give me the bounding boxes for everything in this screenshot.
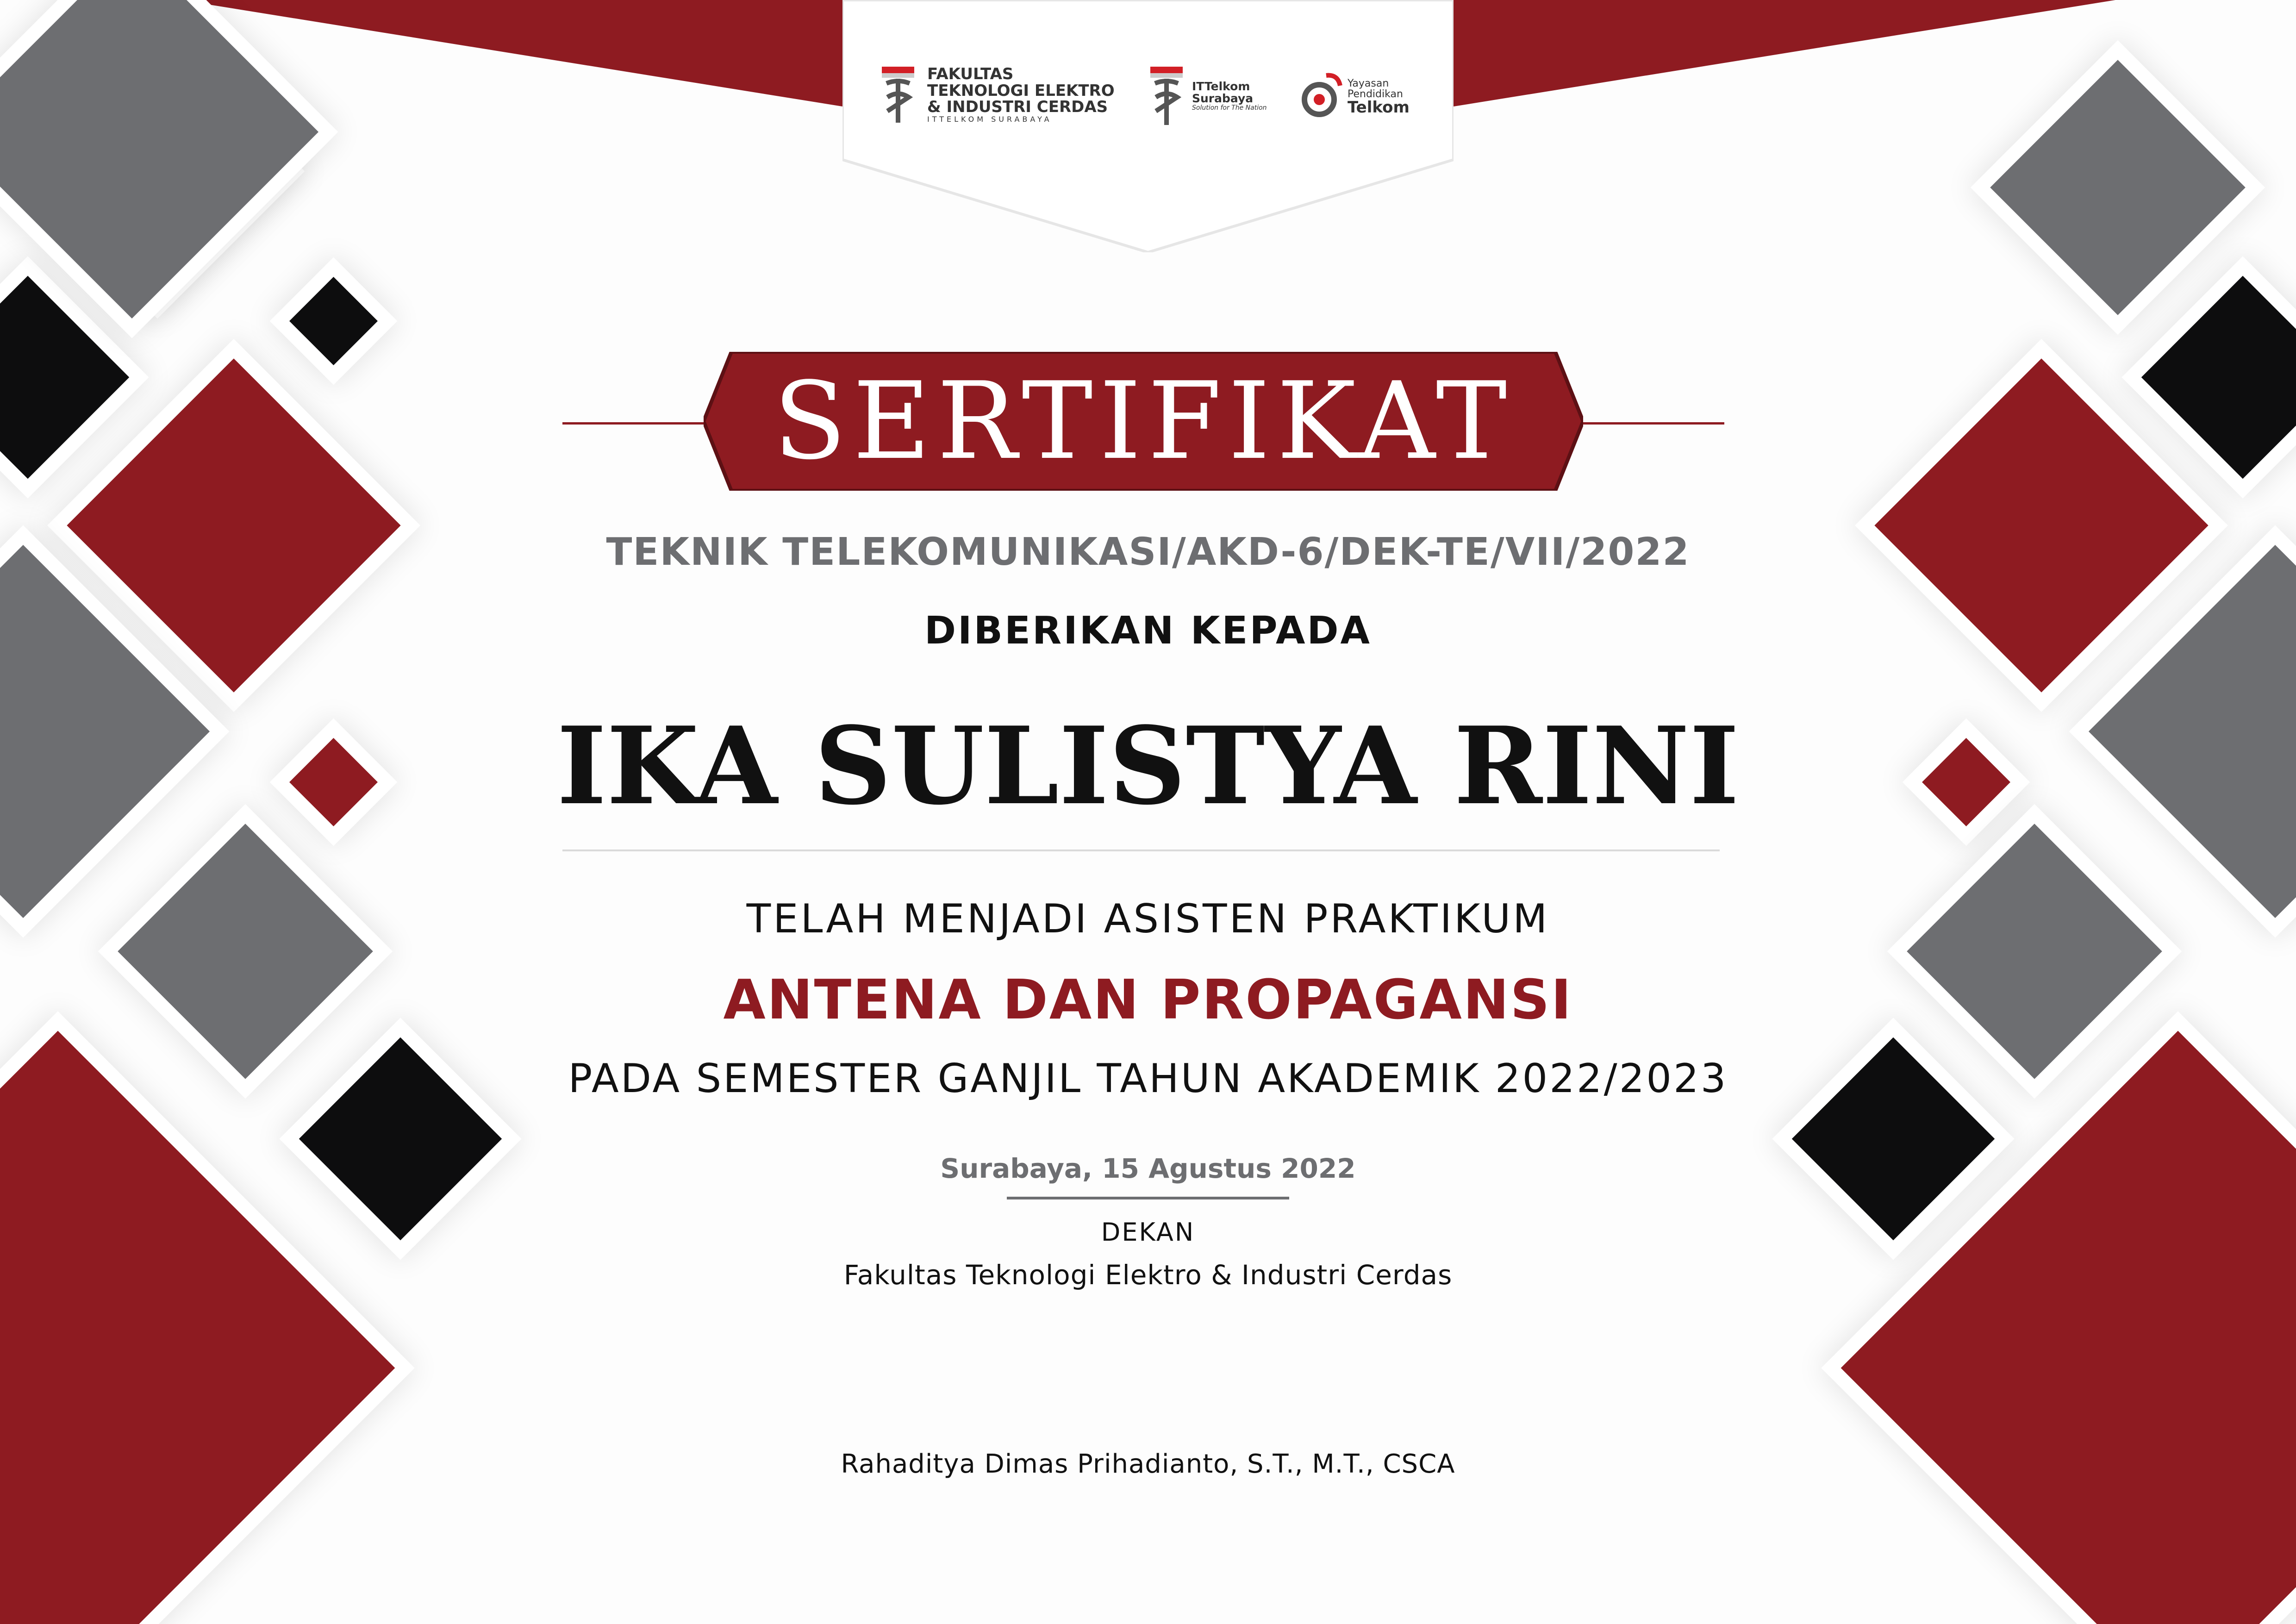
- given-to-label: DIBERIKAN KEPADA: [924, 609, 1372, 653]
- date-rule: [1007, 1197, 1289, 1199]
- statement-text: TELAH MENJADI ASISTEN PRAKTIKUM: [746, 896, 1550, 942]
- document-number: TEKNIK TELEKOMUNIKASI/AKD-6/DEK-TE/VII/2022: [606, 530, 1690, 574]
- yayasan-line1: Yayasan: [1348, 78, 1389, 90]
- yayasan-line2: Pendidikan: [1348, 88, 1403, 100]
- ittelkom-line2: Surabaya: [1192, 92, 1254, 106]
- fakultas-line4: ITTELKOM SURABAYA: [927, 115, 1052, 124]
- left-gray-diamond-lower: [118, 824, 373, 1079]
- ittelkom-logo: [1146, 65, 1267, 127]
- yayasan-telkom-icon: [1301, 72, 1345, 123]
- name-separator: [562, 849, 1720, 851]
- yayasan-line3: Telkom: [1348, 98, 1410, 117]
- right-gray-diamond-lower: [1907, 824, 2162, 1079]
- title-rule-left: [562, 422, 715, 425]
- academic-period: PADA SEMESTER GANJIL TAHUN AKADEMIK 2022/2023: [568, 1056, 1728, 1102]
- ittelkom-emblem-icon: [1146, 65, 1187, 127]
- faculty-name: Fakultas Teknologi Elektro & Industri Cerdas: [843, 1259, 1453, 1291]
- recipient-name: IKA SULISTYA RINI: [556, 704, 1740, 829]
- right-black-diamond-edge: [2141, 276, 2296, 479]
- fakultas-line3: & INDUSTRI CERDAS: [927, 98, 1108, 117]
- certificate-title: SERTIFIKAT: [773, 359, 1514, 483]
- left-black-diamond-edge: [0, 276, 129, 479]
- ittelkom-tagline: Solution for The Nation: [1192, 104, 1267, 112]
- ittelkom-line1: ITTelkom: [1192, 79, 1250, 93]
- place-date: Surabaya, 15 Agustus 2022: [940, 1153, 1356, 1184]
- signer-name: Rahaditya Dimas Prihadianto, S.T., M.T., CSCA: [841, 1449, 1455, 1479]
- fakultas-line1: FAKULTAS: [927, 65, 1014, 84]
- fakultas-emblem-icon: [877, 65, 919, 125]
- fakultas-logo: [877, 65, 1115, 125]
- title-rule-right: [1572, 422, 1724, 425]
- course-name: ANTENA DAN PROPAGANSI: [723, 968, 1573, 1031]
- fakultas-line2: TEKNOLOGI ELEKTRO: [927, 81, 1115, 100]
- dean-title: DEKAN: [1101, 1218, 1195, 1247]
- yayasan-telkom-logo: [1301, 72, 1410, 123]
- left-small-black-diamond: [289, 277, 378, 365]
